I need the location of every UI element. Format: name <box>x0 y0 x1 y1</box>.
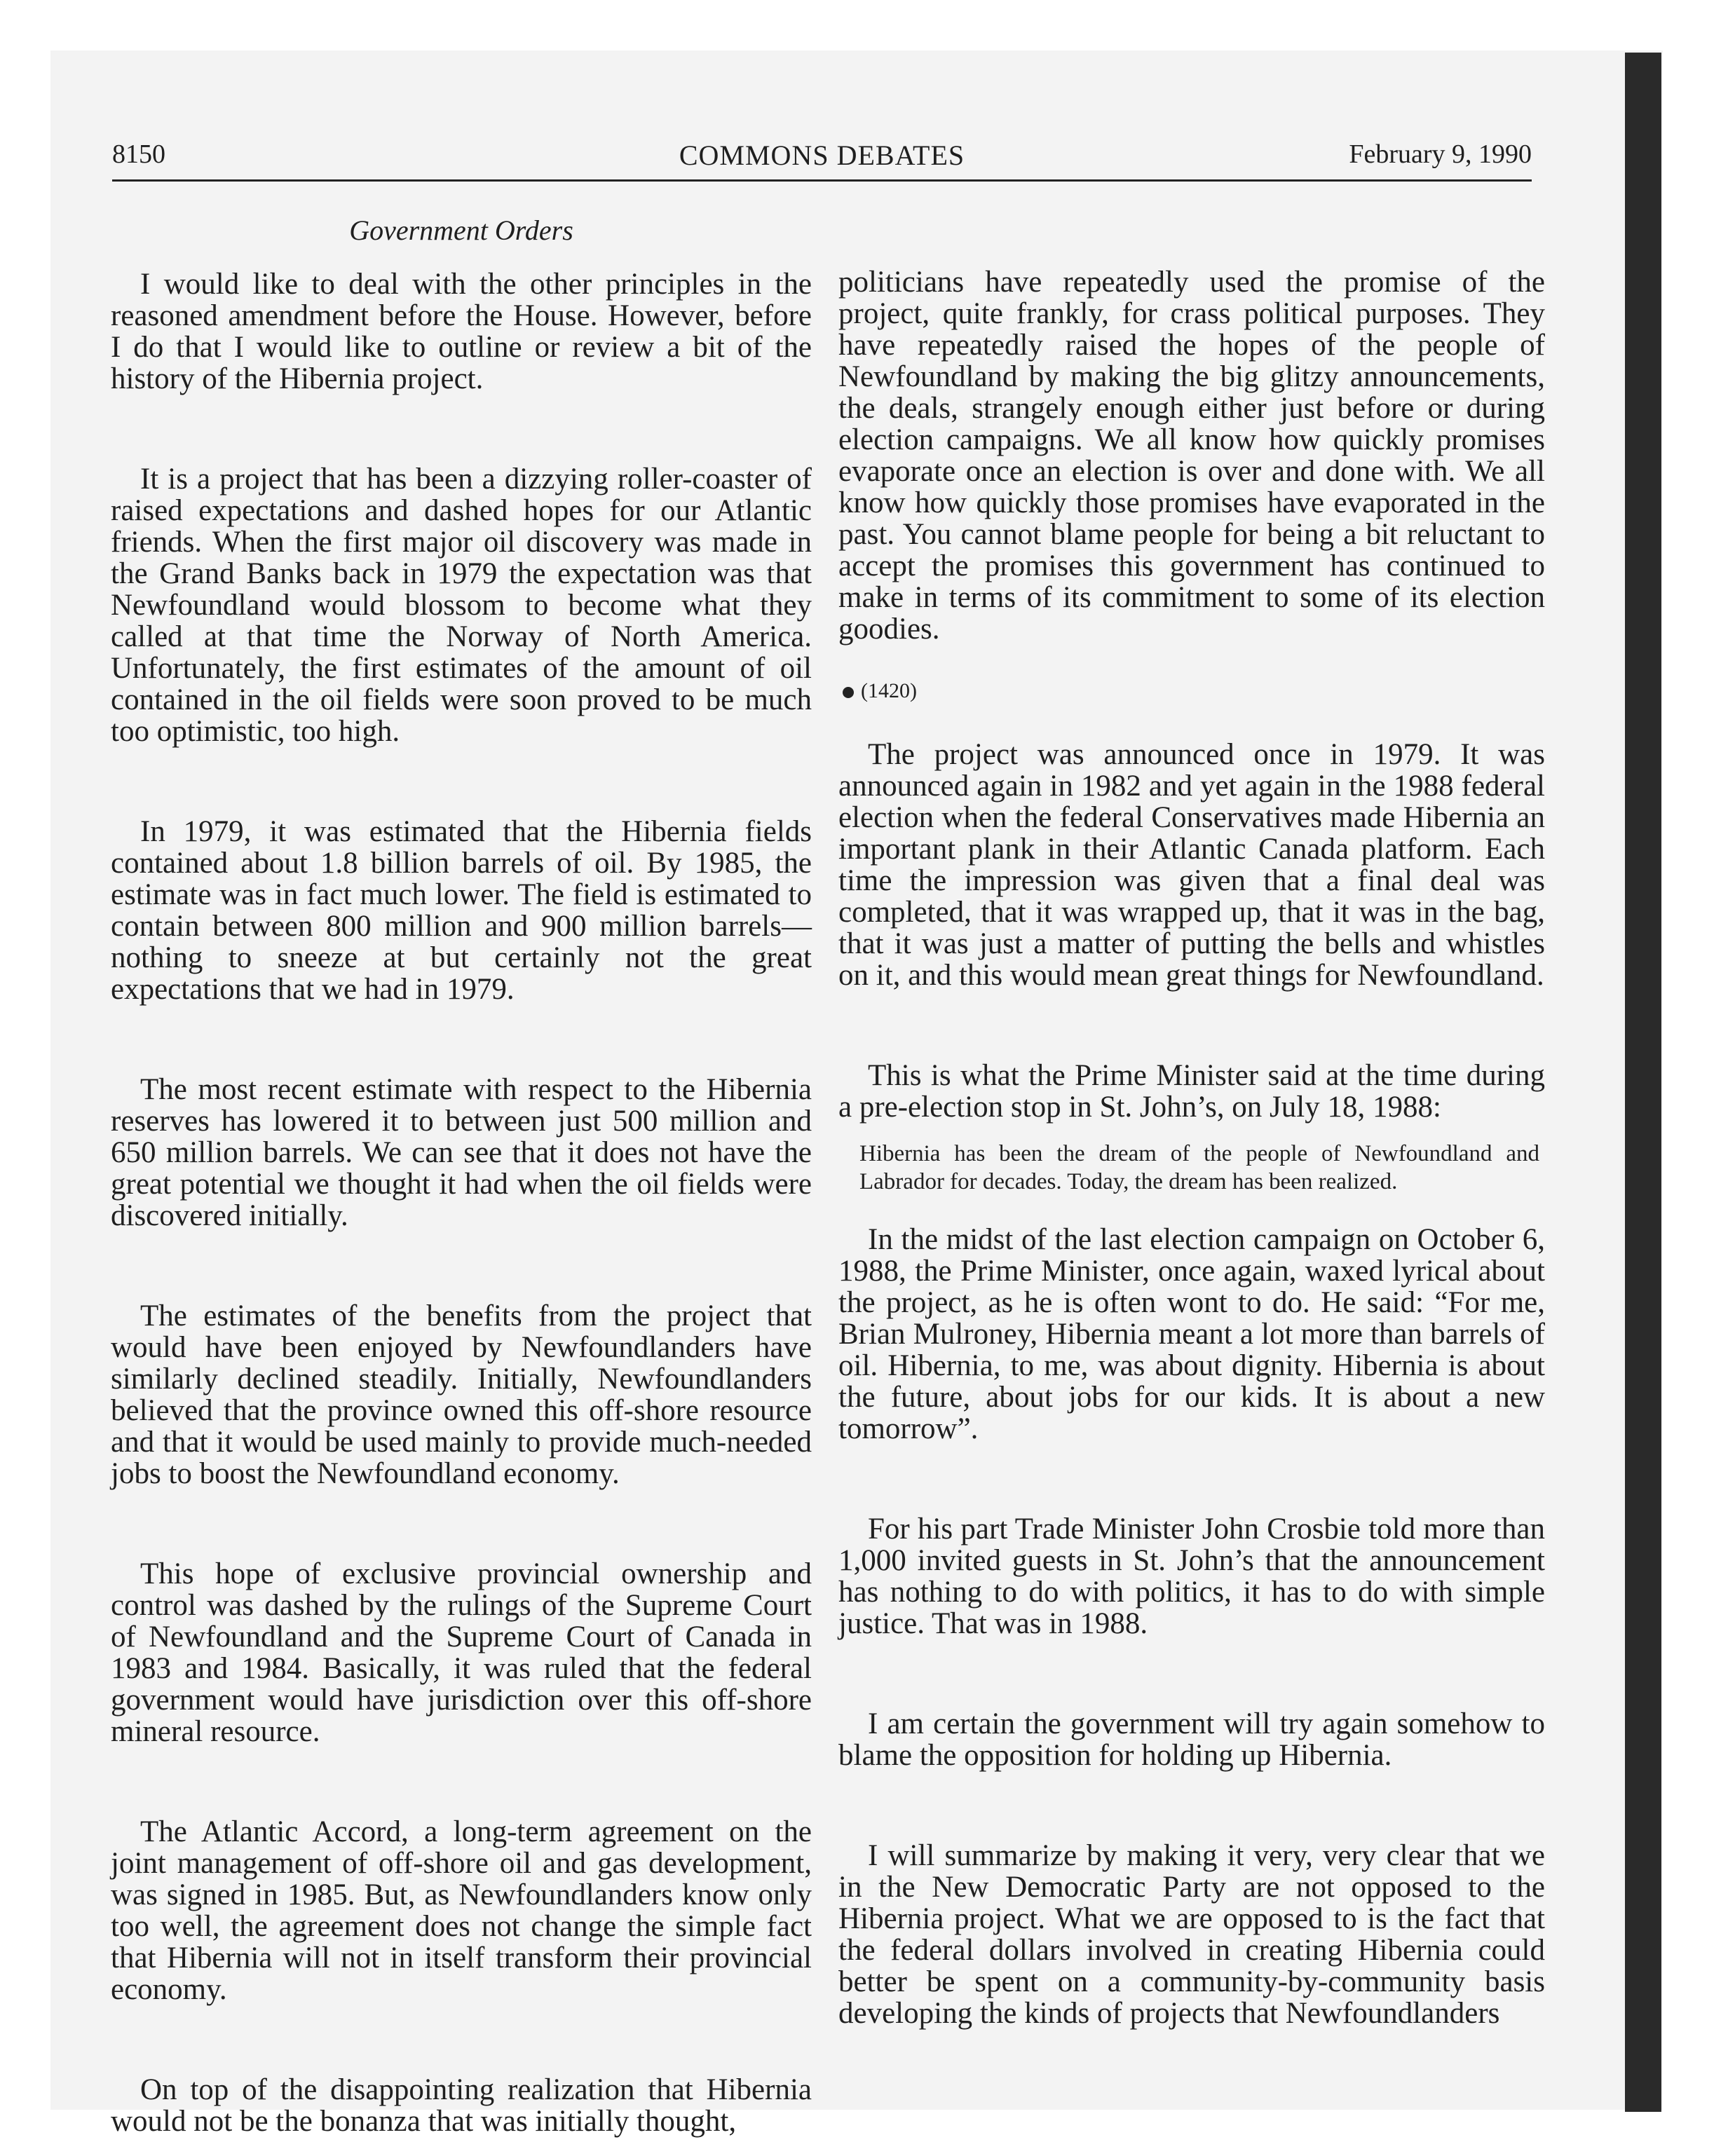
paragraph: The Atlantic Accord, a long-term agreement on the joint management of off-shore oil and gas development, was signed in 1985. But, as Newfoundlanders know only too well, the agreement does not change the simple fact that Hibernia will not in itself transform their provincial economy. <box>111 1815 812 2006</box>
paragraph: The estimates of the benefits from the project that would have been enjoyed by Newfoundlanders have similarly declined steadily. Initially, Newfoundlanders believed that the province owned this off-shore resource and that it would be used mainly to provide much-needed jobs to boost the Newfoundland economy. <box>111 1299 812 1490</box>
paragraph: For his part Trade Minister John Crosbie told more than 1,000 invited guests in St. John’s that the announcement has nothing to do with politics, it has to do with simple justice. That was in 1988. <box>838 1513 1545 1640</box>
time-stamp-text: (1420) <box>861 679 917 702</box>
time-stamp <box>838 677 1545 705</box>
paragraph: On top of the disappointing realization that Hibernia would not be the bonanza that was initially thought, <box>111 2073 812 2138</box>
paragraph: This is what the Prime Minister said at the time during a pre-election stop in St. John’s, on July 18, 1988: <box>838 1059 1545 1124</box>
paragraph: I will summarize by making it very, very clear that we in the New Democratic Party are not opposed to the Hibernia project. What we are opposed to is the fact that the federal dollars involved in creating Hibernia could better be spent on a community-by-community basis developing the kinds of projects that Newfoundlanders <box>838 1839 1545 2030</box>
issue-date: February 9, 1990 <box>1349 139 1532 169</box>
paragraph: I would like to deal with the other principles in the reasoned amendment before the House. However, before I do that I would like to outline or review a bit of the history of the Hibernia project. <box>111 268 812 395</box>
paragraph: I am certain the government will try again somehow to blame the opposition for holding up Hibernia. <box>838 1707 1545 1772</box>
paragraph: It is a project that has been a dizzying roller-coaster of raised expectations and dashed hopes for our Atlantic friends. When the first major oil discovery was made in the Grand Banks back in 1979 the expectation was that Newfoundland would blossom to become what they called at that time the Norway of North America. Unfortunately, the first estimates of the amount of oil contained in the oil fields were soon proved to be much too optimistic, too high. <box>111 463 812 748</box>
bullet-icon <box>843 687 854 698</box>
paragraph: politicians have repeatedly used the promise of the project, quite frankly, for crass political purposes. They have repeatedly raised the hopes of the people of Newfoundland by making the big glitzy announcements, the deals, strangely enough either just before or during election campaigns. We all know how quickly promises evaporate once an election is over and done with. We all know how quickly those promises have evaporated in the past. You cannot blame people for being a bit reluctant to accept the promises this government has continued to make in terms of its commitment to some of its election goodies. <box>838 266 1545 646</box>
paragraph: This hope of exclusive provincial ownership and control was dashed by the rulings of the Supreme Court of Newfoundland and the Supreme Court of Canada in 1983 and 1984. Basically, it was ruled that the federal government would have jurisdiction over this off-shore mineral resource. <box>111 1557 812 1748</box>
left-column <box>111 268 812 2137</box>
page-number: 8150 <box>112 139 165 169</box>
scan-edge-shadow <box>1625 53 1661 2112</box>
block-quote: Hibernia has been the dream of the people of Newfoundland and Labrador for decades. Today, the dream has been realized. <box>859 1141 1539 1194</box>
section-title: Government Orders <box>349 214 573 246</box>
paragraph: In 1979, it was estimated that the Hibernia fields contained about 1.8 billion barrels of oil. By 1985, the estimate was in fact much lower. The field is estimated to contain between 800 million and 900 million barrels—nothing to sneeze at but certainly not the great expectations that we had in 1979. <box>111 815 812 1006</box>
paragraph: The project was announced once in 1979. It was announced again in 1982 and yet again in the 1988 federal election when the federal Conservatives made Hibernia an important plank in their Atlantic Canada platform. Each time the impression was given that a final deal was completed, that it was wrapped up, that it was in the bag, that it was just a matter of putting the bells and whistles on it, and this would mean great things for Newfoundland. <box>838 738 1545 992</box>
right-column <box>838 266 1545 2029</box>
paragraph: In the midst of the last election campaign on October 6, 1988, the Prime Minister, once again, waxed lyrical about the project, as he is often wont to do. He said: “For me, Brian Mulroney, Hibernia meant a lot more than barrels of oil. Hibernia, to me, was about dignity. Hibernia is about the future, about jobs for our kids. It is about a new tomorrow”. <box>838 1223 1545 1445</box>
paragraph: The most recent estimate with respect to the Hibernia reserves has lowered it to between just 500 million and 650 million barrels. We can see that it does not have the great potential we thought it had when the oil fields were discovered initially. <box>111 1073 812 1232</box>
journal-title: COMMONS DEBATES <box>679 139 965 171</box>
page-header <box>112 139 1532 182</box>
